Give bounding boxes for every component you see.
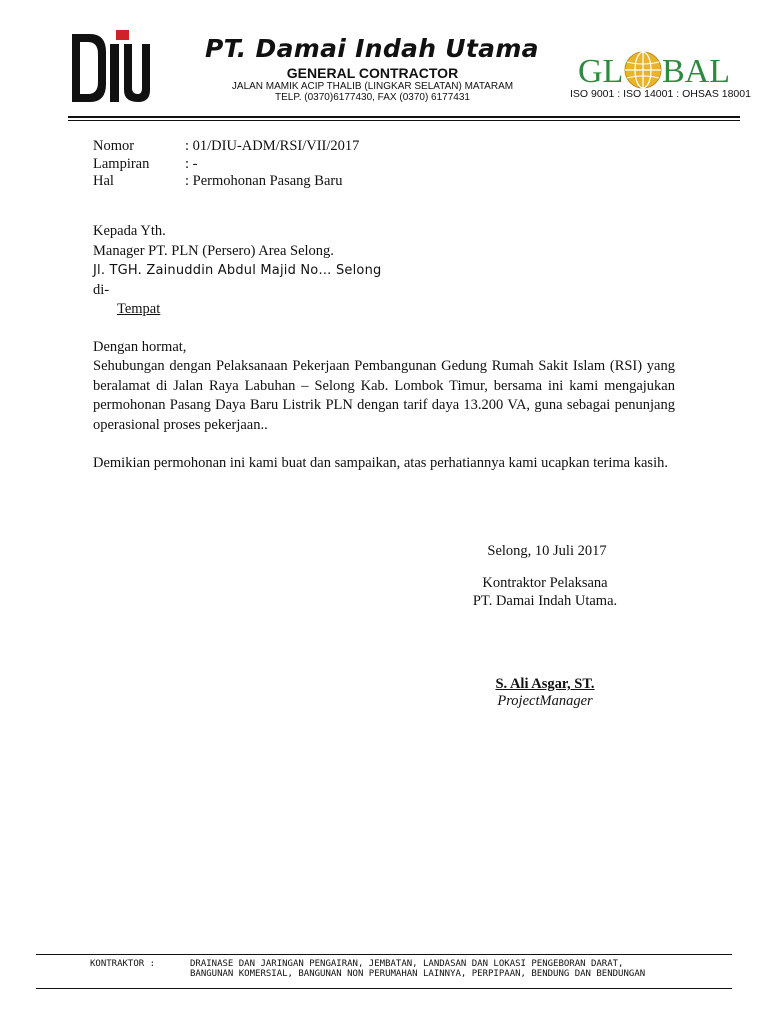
company-logo-icon bbox=[72, 30, 150, 102]
iso-certifications: ISO 9001 : ISO 14001 : OHSAS 18001 bbox=[570, 88, 751, 100]
recipient-place: Tempat bbox=[117, 301, 161, 317]
header-divider-thin bbox=[68, 120, 740, 121]
signer-title: ProjectManager bbox=[497, 693, 593, 709]
meta-value-nomor: : 01/DIU-ADM/RSI/VII/2017 bbox=[185, 138, 360, 154]
company-name: PT. Damai Indah Utama bbox=[205, 34, 539, 63]
meta-label-hal: Hal bbox=[93, 173, 114, 189]
recipient-name: Manager PT. PLN (Persero) Area Selong. bbox=[93, 243, 334, 259]
header-divider bbox=[68, 116, 740, 118]
signer-name: S. Ali Asgar, ST. bbox=[495, 676, 595, 692]
body-paragraph-1: Sehubungan dengan Pelaksanaan Pekerjaan Pembangunan Gedung Rumah Sakit Islam (RSI) yang beralamat di Jalan Raya Labuhan – Selong Kab. Lombok Timur, bersama ini kami mengajukan permohonan Pasang Daya Baru Listrik PLN dengan tarif daya 13.200 VA, guna sebagai penunjang operasional proses pekerjaan.. bbox=[93, 358, 675, 433]
footer-divider-top bbox=[36, 954, 732, 955]
recipient-address: Jl. TGH. Zainuddin Abdul Majid No… Selong bbox=[93, 263, 382, 278]
body-paragraph-2: Demikian permohonan ini kami buat dan sampaikan, atas perhatiannya kami ucapkan terima kasih. bbox=[93, 455, 668, 471]
meta-value-lampiran: : - bbox=[185, 156, 198, 172]
signature-role: Kontraktor Pelaksana bbox=[482, 575, 608, 591]
company-address: JALAN MAMIK ACIP THALIB (LINGKAR SELATAN) MATARAM bbox=[231, 81, 514, 92]
svg-text:GL: GL bbox=[578, 53, 624, 90]
meta-value-hal: : Permohonan Pasang Baru bbox=[185, 173, 343, 189]
footer-label: KONTRAKTOR : bbox=[90, 959, 156, 969]
company-phone: TELP. (0370)6177430, FAX (0370) 6177431 bbox=[275, 92, 470, 103]
meta-label-nomor: Nomor bbox=[93, 138, 135, 154]
meta-label-lampiran: Lampiran bbox=[93, 156, 150, 172]
signature-company: PT. Damai Indah Utama. bbox=[472, 593, 618, 609]
place-date: Selong, 10 Juli 2017 bbox=[487, 543, 607, 559]
footer-line-2: BANGUNAN KOMERSIAL, BANGUNAN NON PERUMAHAN LAINNYA, PERPIPAAN, BENDUNG DAN BENDUNGAN bbox=[190, 969, 646, 979]
greeting: Dengan hormat, bbox=[93, 339, 187, 355]
company-tagline: GENERAL CONTRACTOR bbox=[286, 65, 459, 81]
footer-line-1: DRAINASE DAN JARINGAN PENGAIRAN, JEMBATAN, LANDASAN DAN LOKASI PENGEBORAN DARAT, bbox=[190, 959, 624, 969]
footer-divider-bottom bbox=[36, 988, 732, 989]
recipient-di: di- bbox=[93, 282, 110, 298]
svg-text:BAL: BAL bbox=[662, 53, 730, 90]
recipient-salutation: Kepada Yth. bbox=[93, 223, 166, 239]
